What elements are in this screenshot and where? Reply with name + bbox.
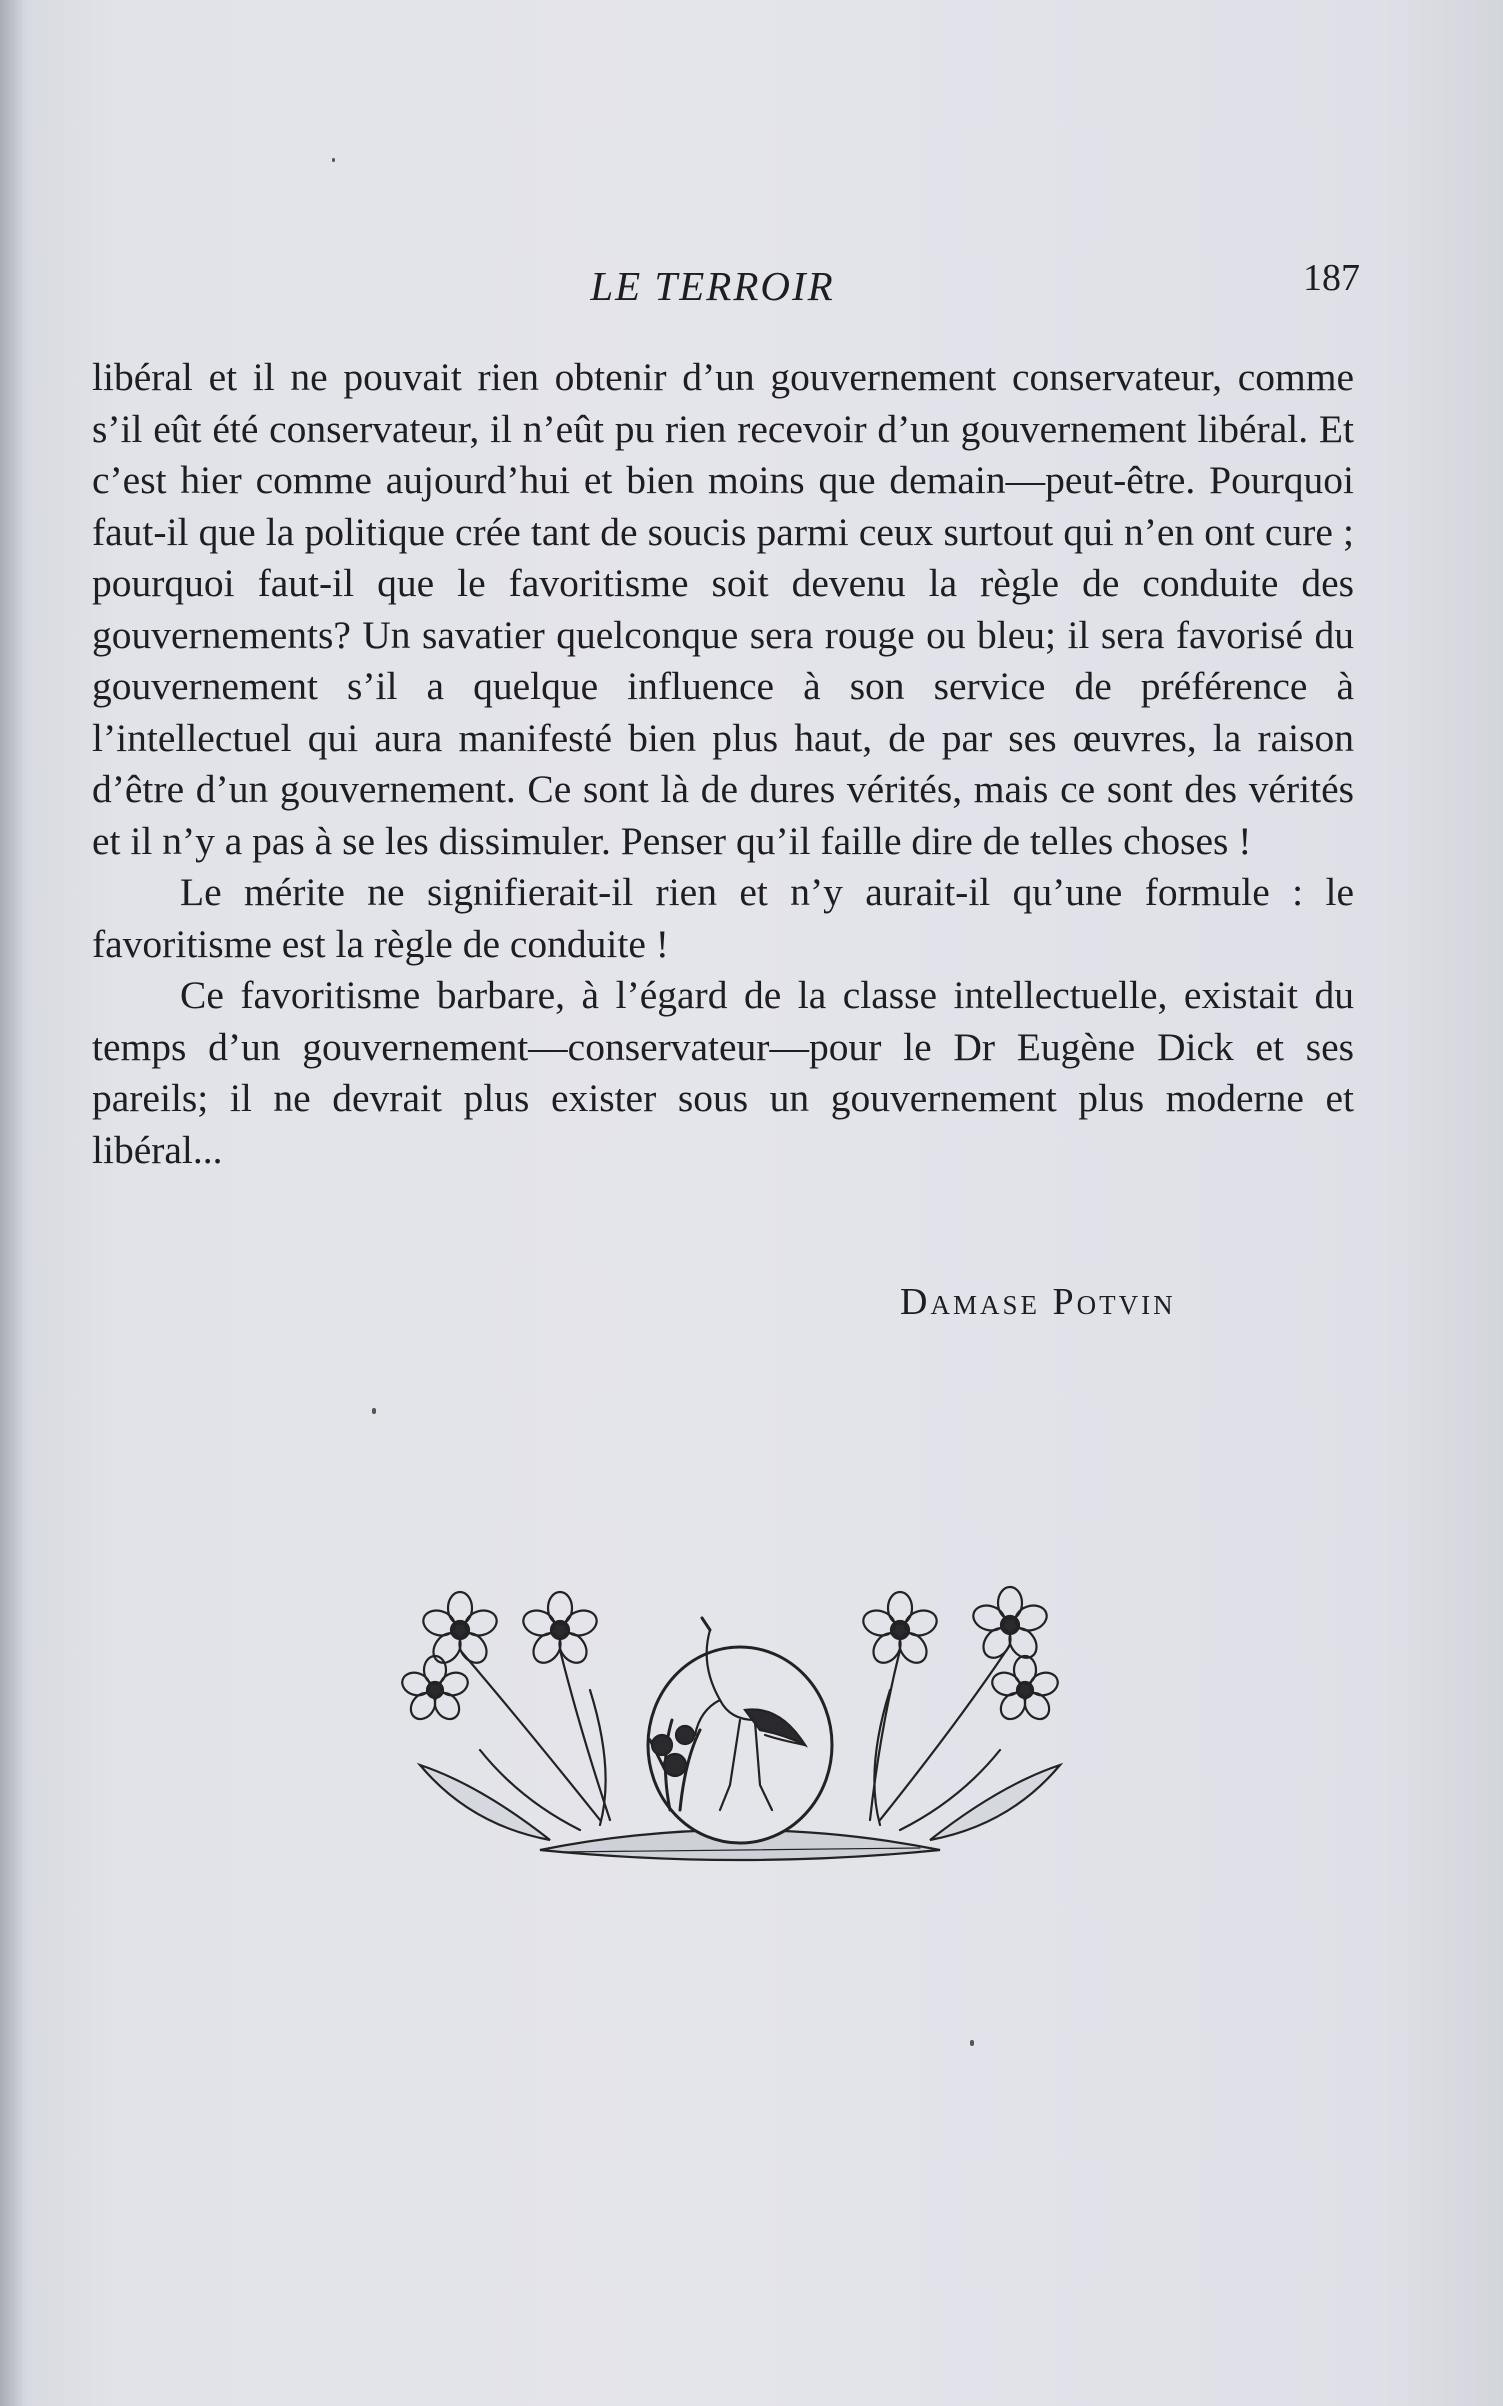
crane-flower-ornament-icon [400,1570,1080,1900]
paper-speck [332,158,335,162]
paper-speck [970,2040,974,2046]
page-gutter [0,0,22,2406]
author-signature: Damase Potvin [900,1281,1176,1323]
running-title: LE TERROIR [590,263,835,309]
running-head [90,257,1360,312]
body-text [92,352,1354,1176]
paragraph-3: Ce favoritisme barbare, à l’égard de la classe intellectuelle, existait du temps d’un gouvernement—conservateur—pour le Dr Eugène Dick et ses pareils; il ne devrait plus exister sous un gouvernement plus moderne et libéral... [92,973,1354,1172]
paragraph-1: libéral et il ne pouvait rien obtenir d’un gouvernement conservateur, comme s’il eût été conservateur, il n’eût pu rien recevoir d’un gouvernement libéral. Et c’est hier comme aujourd’hui et bien moins que demain—peut-être. Pourquoi faut-il que la politique crée tant de soucis parmi ceux surtout qui n’en ont cure ; pourquoi faut-il que le favoritisme soit devenu la règle de conduite des gouvernements? Un savatier quelconque sera rouge ou bleu; il sera favorisé du gouvernement s’il a quelque influence à son service de préférence à l’intellectuel qui aura manifesté bien plus haut, de par ses œuvres, la raison d’être d’un gouvernement. Ce sont là de dures vérités, mais ce sont des vérités et il n’y a pas à se les dissimuler. Penser qu’il faille dire de telles choses ! [92,355,1354,863]
paragraph-2: Le mérite ne signifierait-il rien et n’y aurait-il qu’une formule : le favoritisme est la règle de conduite ! [92,870,1354,966]
paper-speck [372,1408,376,1414]
page-number: 187 [1303,257,1360,299]
